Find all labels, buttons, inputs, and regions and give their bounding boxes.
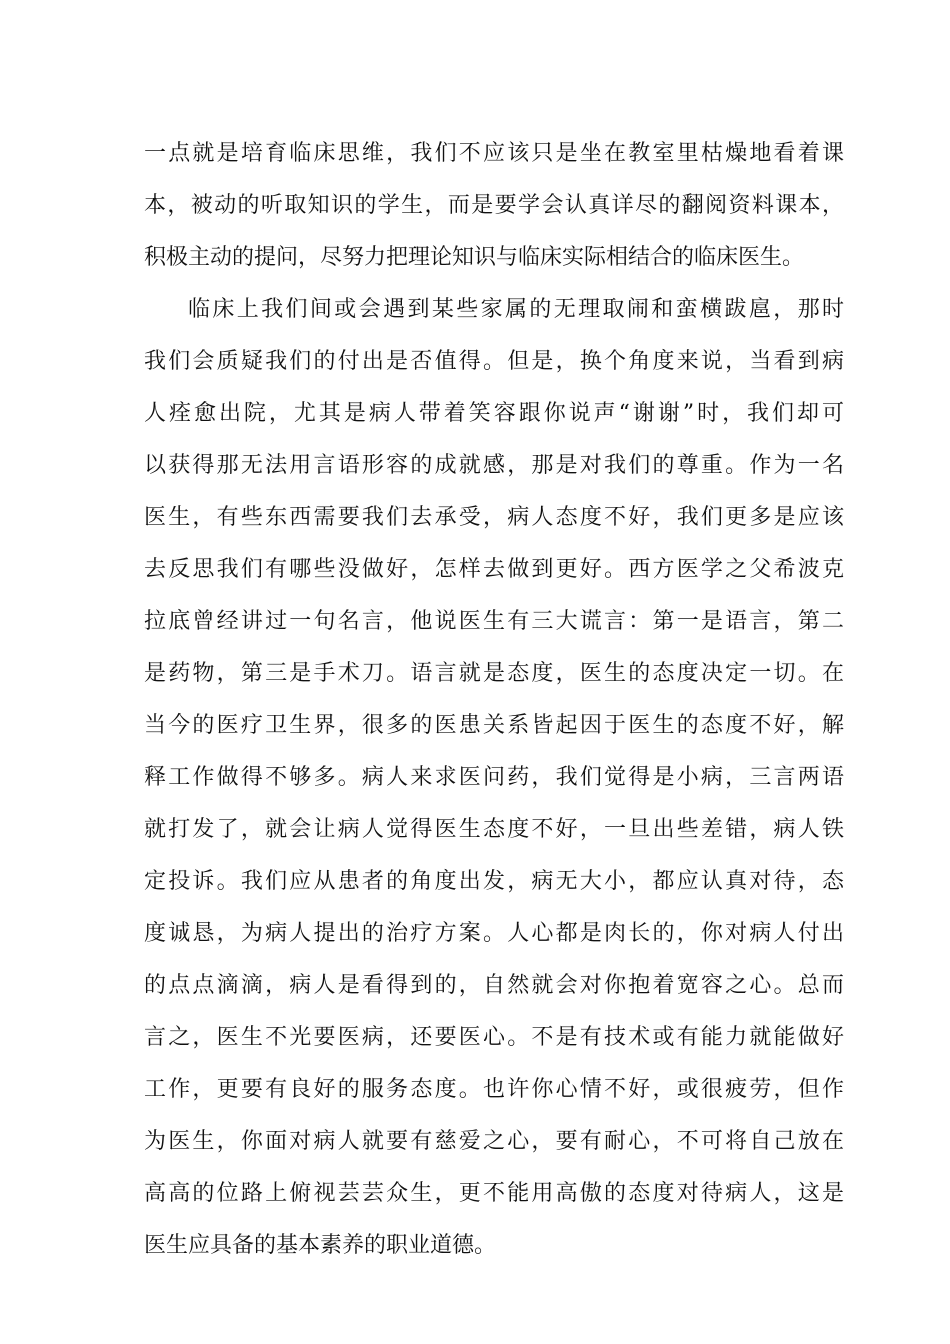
text-line: 以获得那无法用言语形容的成就感，那是对我们的尊重。作为一名 — [144, 453, 844, 478]
text-line: 释工作做得不够多。病人来求医问药，我们觉得是小病，三言两语 — [144, 765, 844, 790]
text-line: 工作，更要有良好的服务态度。也许你心情不好，或很疲劳，但作 — [144, 1077, 844, 1102]
text-line: 本，被动的听取知识的学生，而是要学会认真详尽的翻阅资料课本， — [144, 193, 844, 218]
text-line: 人痊愈出院，尤其是病人带着笑容跟你说声“谢谢”时，我们却可 — [144, 401, 844, 426]
text-line: 高高的位路上俯视芸芸众生，更不能用高傲的态度对待病人，这是 — [144, 1181, 844, 1206]
paragraph-first-line: 临床上我们间或会遇到某些家属的无理取闹和蛮横跋扈，那时 — [188, 297, 844, 322]
text-line: 医生应具备的基本素养的职业道德。 — [144, 1233, 497, 1258]
text-line: 一点就是培育临床思维，我们不应该只是坐在教室里枯燥地看着课 — [144, 141, 844, 166]
text-line: 去反思我们有哪些没做好，怎样去做到更好。西方医学之父希波克 — [144, 557, 844, 582]
text-line: 的点点滴滴，病人是看得到的，自然就会对你抱着宽容之心。总而 — [144, 973, 844, 998]
text-line: 为医生，你面对病人就要有慈爱之心，要有耐心，不可将自己放在 — [144, 1129, 844, 1154]
text-line: 言之，医生不光要医病，还要医心。不是有技术或有能力就能做好 — [144, 1025, 844, 1050]
text-line: 拉底曾经讲过一句名言，他说医生有三大谎言：第一是语言，第二 — [144, 609, 844, 634]
text-line: 定投诉。我们应从患者的角度出发，病无大小，都应认真对待，态 — [144, 869, 844, 894]
text-line: 是药物，第三是手术刀。语言就是态度，医生的态度决定一切。在 — [144, 661, 844, 686]
body-text — [144, 128, 844, 1272]
text-line: 我们会质疑我们的付出是否值得。但是，换个角度来说，当看到病 — [144, 349, 844, 374]
text-line: 度诚恳，为病人提出的治疗方案。人心都是肉长的，你对病人付出 — [144, 921, 844, 946]
text-line: 当今的医疗卫生界，很多的医患关系皆起因于医生的态度不好，解 — [144, 713, 844, 738]
text-line: 医生，有些东西需要我们去承受，病人态度不好，我们更多是应该 — [144, 505, 844, 530]
text-line: 就打发了，就会让病人觉得医生态度不好，一旦出些差错，病人铁 — [144, 817, 844, 842]
text-line: 积极主动的提问，尽努力把理论知识与临床实际相结合的临床医生。 — [144, 245, 805, 270]
